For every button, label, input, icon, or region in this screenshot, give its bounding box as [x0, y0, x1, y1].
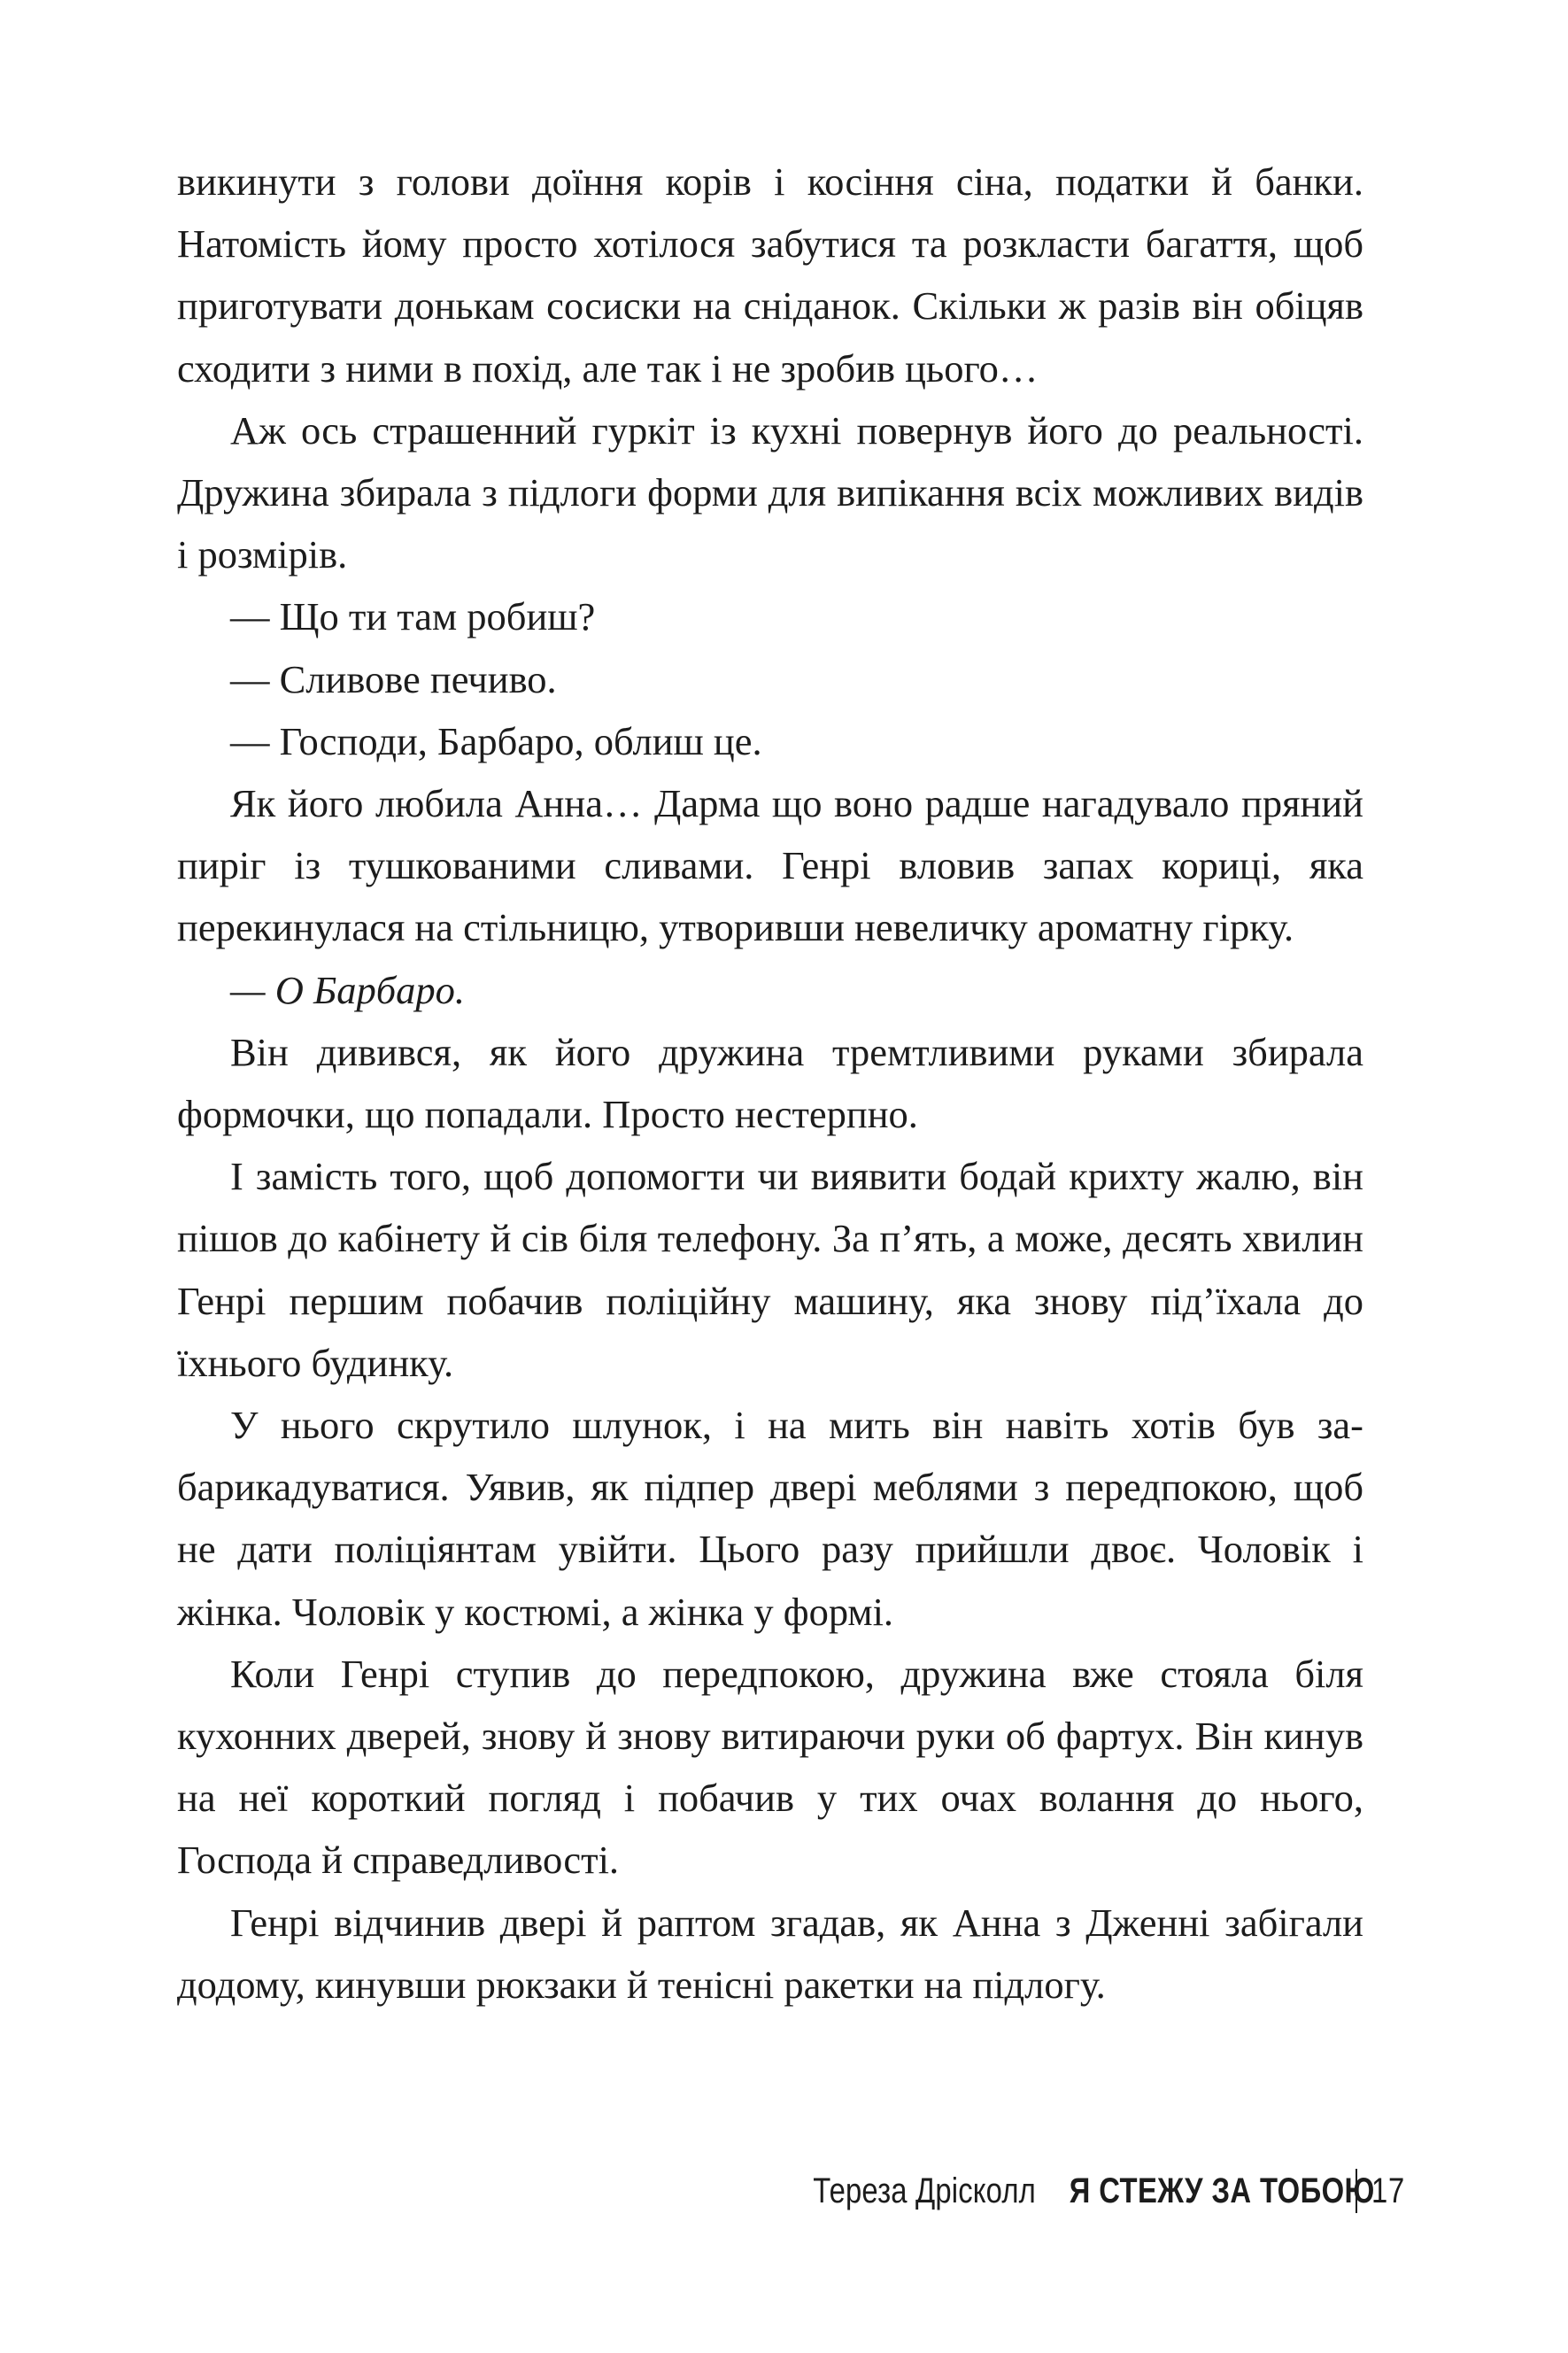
paragraph: Коли Генрі ступив до передпокою, дружина вже стояла біля кухонних дверей, знову й знову витираючи руки об фартух. Він кинув на неї короткий погляд і побачив у тих очах волання до нього, Господа й справедливості.: [177, 1651, 1363, 1883]
paragraph: Аж ось страшенний гуркіт із кухні повернув його до реальності. Дружина збирала з підлоги форми для випікання всіх можливих видів і розмірів.: [177, 407, 1363, 577]
paragraph: Він дивився, як його дружина тремтливими руками збирала формочки, що попадали. Просто нестерпно.: [177, 1029, 1363, 1137]
dialogue-line: — Що ти там робиш?: [230, 594, 596, 639]
footer-book-title: Я СТЕЖУ ЗА ТОБОЮ: [1069, 2171, 1375, 2210]
dialogue-line: — Господи, Барбаро, облиш це.: [230, 718, 762, 763]
paragraph: викинути з голови доїння корів і косіння сіна, податки й банки. Натомість йому просто хотілося забутися та розкласти багаття, щоб приготувати донькам сосиски на сніданок. Скільки ж разів він обіцяв сходити з ними в похід, але так і не зробив цього…: [177, 159, 1363, 391]
body-text: [177, 151, 1363, 2016]
italic-text: — О Барбаро.: [230, 967, 465, 1012]
footer-author: Тереза Дріскол​л: [813, 2171, 1036, 2210]
paragraph: І замість того, щоб допомогти чи виявити бодай крихту жалю, він пішов до кабінету й сів біля телефону. За п’ять, а може, десять хвилин Генрі першим побачив поліційну машину, яка знову під’їхала до їхнього будинку.: [177, 1154, 1363, 1385]
paragraph: Як його любила Анна… Дарма що воно радше нагадувало пряний пиріг із тушкованими сливами. Генрі вловив запах кориці, яка перекинулася на стільницю, утворивши невеличку ароматну гірку.: [177, 781, 1363, 950]
paragraph: У нього скрутило шлунок, і на мить він навіть хотів був забарикадуватися. Уявив, як підпер двері меблями з передпокою, щоб не дати поліціянтам увійти. Цього разу прийшли двоє. Чоловік і жінка. Чоловік у костюмі, а жінка у формі.: [177, 1403, 1363, 1634]
paragraph: Генрі відчинив двері й раптом згадав, як Анна з Дженні забігали додому, кинувши рюкзаки й тенісні ракетки на підлогу.: [177, 1900, 1363, 2007]
dialogue-line-italic: [177, 959, 1363, 1021]
page-footer: [764, 2165, 1412, 2217]
page-number: 17: [1371, 2171, 1405, 2210]
dialogue-line: — Сливове печиво.: [230, 656, 557, 701]
